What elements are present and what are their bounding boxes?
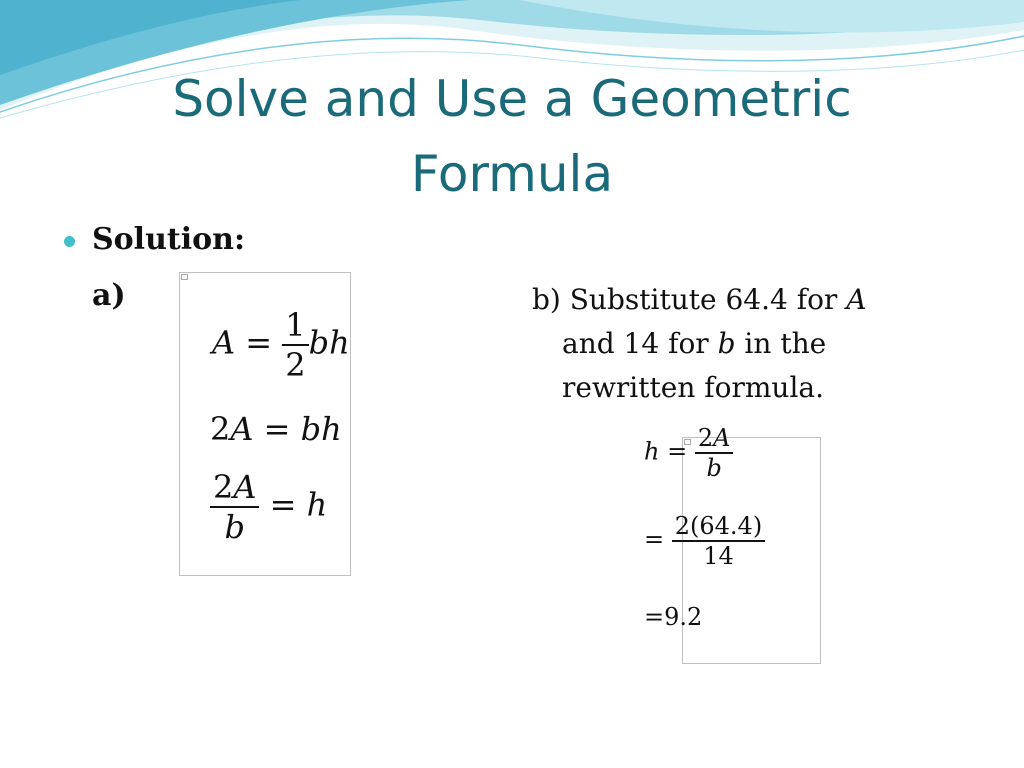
eq-a1-equals: = <box>245 323 273 362</box>
eq-a2-rhs: bh <box>300 410 342 448</box>
eq-b1-num-var: A <box>713 424 731 452</box>
eq-a3-fraction <box>210 468 259 546</box>
solution-label: Solution: <box>92 222 246 257</box>
eq-b3-equals: = <box>644 603 665 631</box>
part-b-line-1 <box>532 278 952 322</box>
eq-a3-num-coef: 2 <box>213 468 234 506</box>
title-line-2: Formula <box>410 145 614 203</box>
slide-title <box>0 62 1024 212</box>
eq-a2-coefficient: 2 <box>210 410 231 448</box>
eq-a2-var: A <box>230 410 254 448</box>
equation-b-3 <box>644 603 702 631</box>
eq-b1-lhs: h <box>644 437 660 466</box>
eq-b2-equals: = <box>644 525 665 554</box>
eq-a3-numerator <box>210 468 259 508</box>
eq-a3-equals: = <box>269 485 297 524</box>
eq-b2-denominator: 14 <box>703 542 734 570</box>
eq-a3-num-var: A <box>233 468 257 506</box>
part-b-text <box>532 278 952 410</box>
eq-a1-lhs: A <box>212 323 236 362</box>
eq-b3-result: 9.2 <box>664 603 703 631</box>
part-b-line-2 <box>532 322 952 366</box>
equation-b-2 <box>644 512 765 570</box>
title-line-1: Solve and Use a Geometric <box>172 70 852 128</box>
eq-b2-numerator: 2(64.4) <box>672 512 765 542</box>
eq-b1-numerator <box>695 424 734 454</box>
equation-a-2 <box>210 410 342 448</box>
equation-a-3 <box>210 468 327 546</box>
eq-a3-denominator: b <box>224 508 245 546</box>
equation-b-1 <box>644 424 733 482</box>
part-b-line-3: rewritten formula. <box>562 371 825 404</box>
part-a-label: a) <box>92 278 126 313</box>
eq-a1-rhs: bh <box>308 323 350 362</box>
eq-a2-equals: = <box>263 410 291 448</box>
eq-a3-rhs: h <box>306 485 328 524</box>
eq-b1-fraction <box>695 424 734 482</box>
eq-a1-denominator: 2 <box>285 346 306 384</box>
eq-b1-num-coef: 2 <box>697 424 714 452</box>
image-placeholder-icon <box>181 274 188 280</box>
variable-b: b <box>717 327 736 360</box>
variable-a: A <box>846 283 867 316</box>
eq-b2-fraction <box>672 512 765 570</box>
eq-b1-equals: = <box>667 437 688 466</box>
equation-a-1 <box>212 306 350 384</box>
eq-a1-numerator: 1 <box>282 306 308 346</box>
eq-a1-fraction <box>282 306 308 384</box>
part-b-line-1-text: b) Substitute 64.4 for <box>532 283 847 316</box>
part-b-line-2-text: and 14 for <box>562 327 718 360</box>
part-b-line-2-suffix: in the <box>735 327 827 360</box>
eq-b1-denominator: b <box>706 454 722 482</box>
bullet-dot-icon <box>64 236 75 247</box>
